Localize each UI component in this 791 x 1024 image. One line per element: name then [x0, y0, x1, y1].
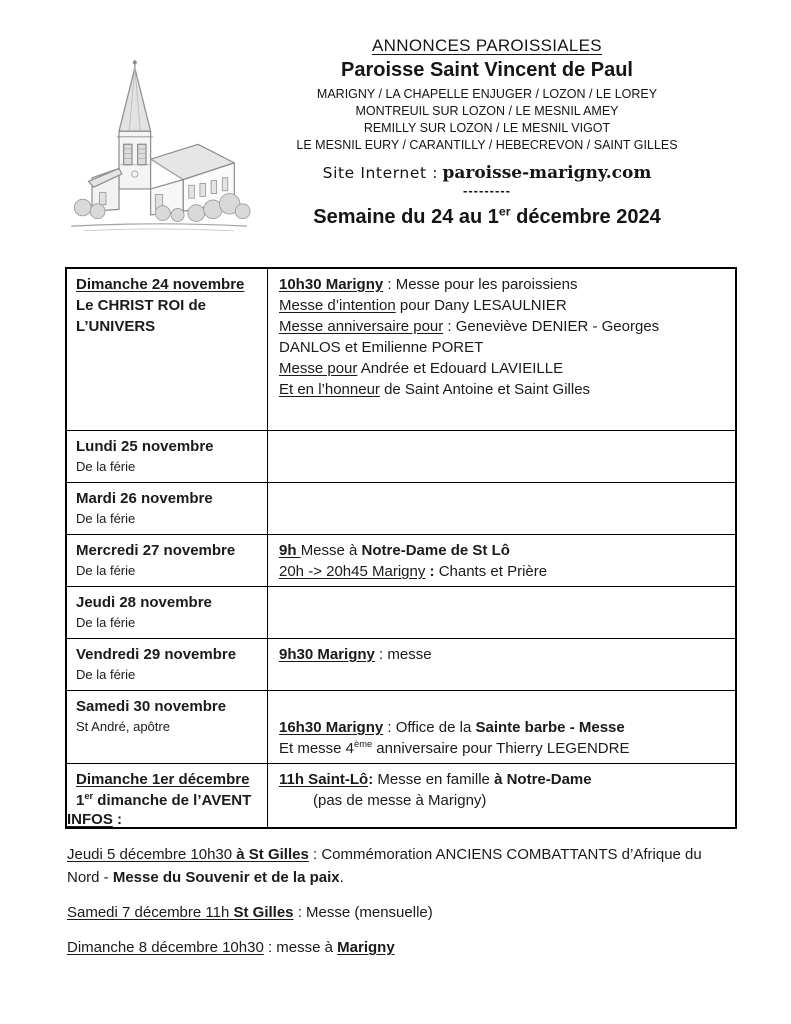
week-title: Semaine du 24 au 1er décembre 2024: [313, 204, 661, 228]
info-paragraph: Samedi 7 décembre 11h St Gilles : Messe (mensuelle): [67, 904, 433, 921]
table-row: [67, 690, 735, 763]
date-cell: Samedi 30 novembre St André, apôtre: [67, 691, 268, 763]
date-cell: Dimanche 1er décembre 1er dimanche de l’AVENT: [67, 764, 268, 827]
document-title: ANNONCES PAROISSIALES: [372, 36, 602, 55]
church-illustration: [66, 52, 252, 244]
website-label: Site Internet :: [322, 164, 439, 182]
events-cell: 9h30 Marigny : messe: [279, 646, 432, 663]
events-cell: [268, 587, 735, 638]
date-cell: Lundi 25 novembre De la férie: [67, 431, 268, 482]
schedule-table: [65, 267, 737, 829]
parish-localities-line: REMILLY SUR LOZON / LE MESNIL VIGOT: [363, 121, 611, 135]
table-row: [67, 482, 735, 534]
events-cell: 16h30 Marigny : Office de la Sainte barbe - Messe Et messe 4ème anniversaire pour Thierry LEGENDRE: [279, 719, 630, 757]
table-row: [67, 430, 735, 482]
date-cell: Jeudi 28 novembre De la férie: [67, 587, 268, 638]
date-cell: Mardi 26 novembre De la férie: [67, 483, 268, 534]
website-line: [230, 163, 744, 183]
events-cell: [268, 483, 735, 534]
table-row: [67, 269, 735, 430]
events-cell: [268, 431, 735, 482]
date-cell: Mercredi 27 novembre De la férie: [67, 535, 268, 586]
info-paragraph: Dimanche 8 décembre 10h30 : messe à Marigny: [67, 939, 395, 956]
events-cell: 10h30 Marigny : Messe pour les paroissiens Messe d’intention pour Dany LESAULNIER Messe anniversaire pour : Geneviève DENIER - Georges DANLOS et Emilienne PORET Messe pour Andrée et Edouard LAVIEILLE Et en l’honneur de Saint Antoine et Saint Gilles: [279, 276, 660, 398]
date-cell: Vendredi 29 novembre De la férie: [67, 639, 268, 690]
infos-section: [67, 808, 729, 959]
table-row: [67, 586, 735, 638]
table-row: [67, 534, 735, 586]
website-url: paroisse-marigny.com: [442, 163, 652, 183]
divider-dashes: ---------: [463, 183, 511, 198]
parish-localities-line: MONTREUIL SUR LOZON / LE MESNIL AMEY: [355, 104, 619, 118]
infos-heading: INFOS :: [67, 811, 123, 828]
events-cell: 11h Saint-Lô: Messe en famille à Notre-Dame (pas de messe à Marigny): [279, 771, 592, 809]
parish-localities-line: MARIGNY / LA CHAPELLE ENJUGER / LOZON / LE LOREY: [316, 87, 658, 101]
events-cell: 9h Messe à Notre-Dame de St Lô 20h -> 20h45 Marigny : Chants et Prière: [279, 542, 548, 580]
date-cell: Dimanche 24 novembre Le CHRIST ROI de L’UNIVERS: [67, 269, 268, 430]
parish-localities-line: LE MESNIL EURY / CARANTILLY / HEBECREVON / SAINT GILLES: [296, 138, 678, 152]
table-row: [67, 638, 735, 690]
info-paragraph: Jeudi 5 décembre 10h30 à St Gilles : Commémoration ANCIENS COMBATTANTS d’Afrique du Nord - Messe du Souvenir et de la paix.: [67, 846, 702, 886]
header: [230, 36, 744, 229]
parish-name: Paroisse Saint Vincent de Paul: [341, 59, 633, 81]
